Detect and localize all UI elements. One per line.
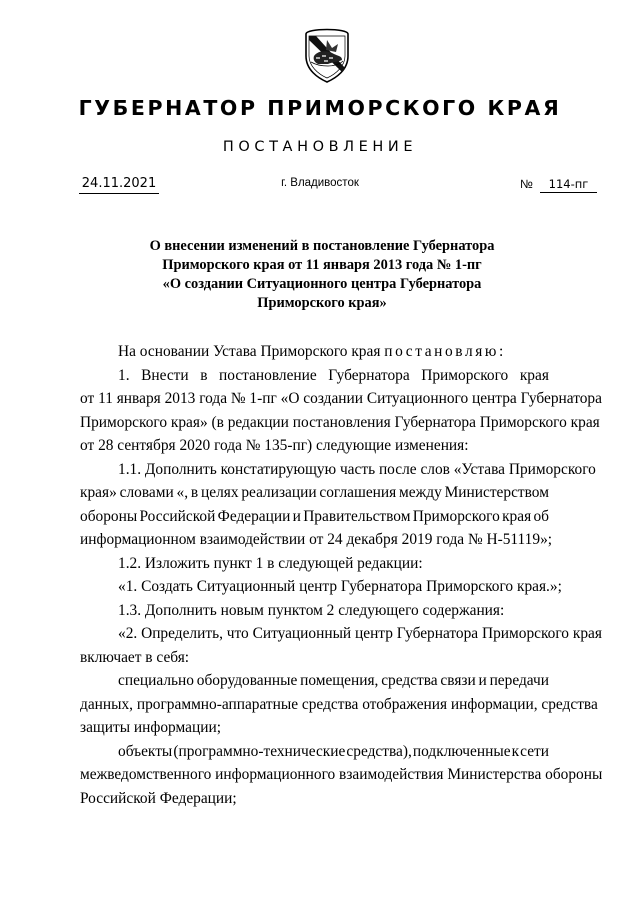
preamble-text: На основании Устава Приморского края bbox=[118, 343, 381, 360]
title-line: «О создании Ситуационного центра Губернатора bbox=[162, 276, 482, 292]
preamble-paragraph bbox=[80, 340, 549, 364]
authority-heading: ГУБЕРНАТОР ПРИМОРСКОГО КРАЯ bbox=[78, 96, 562, 120]
paragraph-1-line-1 bbox=[80, 364, 549, 388]
word: в bbox=[190, 484, 199, 501]
word: (программно-технические bbox=[173, 742, 346, 760]
item-a-line-1 bbox=[80, 669, 549, 693]
preamble-colon: : bbox=[499, 343, 504, 360]
word: Губернатора bbox=[328, 366, 410, 384]
item-a-line-2: данных, программно-аппаратные средства отображения информации, средства bbox=[80, 695, 598, 713]
word: края bbox=[519, 366, 549, 384]
document-title bbox=[120, 237, 524, 313]
word: Внести bbox=[141, 366, 189, 384]
word: соглашения bbox=[319, 484, 397, 501]
word: к bbox=[511, 742, 520, 760]
paragraph-1-line-2: от 11 января 2013 года № 1-пг «О создании Ситуационного центра Губернатора bbox=[80, 390, 602, 407]
word: реализации bbox=[241, 484, 317, 501]
item-a-line-3: защиты информации; bbox=[80, 719, 221, 736]
word: Приморского bbox=[421, 366, 509, 384]
word: объекты bbox=[118, 742, 173, 760]
paragraph-2-line-1: «2. Определить, что Ситуационный центр Губернатора Приморского края bbox=[118, 625, 602, 642]
paragraph-1-2-quote: «1. Создать Ситуационный центр Губернатора Приморского края.»; bbox=[118, 578, 562, 595]
document-body bbox=[80, 340, 603, 810]
document-number-label: № bbox=[520, 177, 533, 191]
preamble-verb: постановляю bbox=[384, 343, 500, 360]
word: передачи bbox=[489, 672, 549, 689]
word: Российской bbox=[139, 507, 216, 525]
word: специально bbox=[118, 672, 194, 689]
word: края» bbox=[80, 484, 117, 501]
item-b-line-1 bbox=[80, 740, 549, 764]
paragraph-1-1-line-4: информационном взаимодействии от 24 декабря 2019 года № Н-51119»; bbox=[80, 531, 553, 548]
word: и bbox=[292, 507, 301, 525]
title-line: О внесении изменений в постановление Губернатора bbox=[149, 238, 495, 254]
paragraph-1-line-4: от 28 сентября 2020 года № 135-пг) следующие изменения: bbox=[80, 437, 469, 454]
document-number: 114-пг bbox=[540, 177, 597, 193]
title-line: Приморского края» bbox=[257, 295, 387, 311]
word: оборудованные bbox=[196, 672, 298, 689]
paragraph-1-1-line-1: 1.1. Дополнить констатирующую часть после слов «Устава Приморского bbox=[118, 460, 596, 478]
word: края bbox=[502, 507, 532, 525]
word: между bbox=[399, 484, 442, 501]
word: Министерством bbox=[444, 484, 549, 501]
document-type: ПОСТАНОВЛЕНИЕ bbox=[222, 139, 418, 155]
word: средства bbox=[381, 672, 438, 689]
word: подключенные bbox=[412, 742, 511, 760]
document-date: 24.11.2021 bbox=[79, 176, 159, 194]
word: Приморского bbox=[412, 507, 500, 525]
word: и bbox=[478, 672, 487, 689]
word: 1. bbox=[118, 366, 130, 384]
word: словами bbox=[119, 484, 174, 501]
item-b-line-2: межведомственного информационного взаимодействия Министерства обороны bbox=[80, 766, 603, 783]
primorsky-krai-coat-of-arms-icon bbox=[302, 26, 352, 84]
word: об bbox=[533, 507, 549, 525]
word: Правительством bbox=[303, 507, 411, 525]
word: связи bbox=[440, 672, 476, 689]
word: Федерации bbox=[217, 507, 291, 525]
word: «, bbox=[176, 484, 189, 501]
word: сети bbox=[520, 742, 549, 760]
word: постановление bbox=[219, 366, 317, 384]
item-b-line-3: Российской Федерации; bbox=[80, 789, 237, 807]
word: обороны bbox=[80, 507, 138, 525]
paragraph-1-1-line-2 bbox=[80, 481, 549, 505]
word: помещения, bbox=[300, 672, 379, 689]
paragraph-2-line-2: включает в себя: bbox=[80, 648, 190, 666]
paragraph-1-3: 1.3. Дополнить новым пунктом 2 следующего содержания: bbox=[118, 601, 505, 619]
title-line: Приморского края от 11 января 2013 года № 1-пг bbox=[162, 257, 482, 273]
word: целях bbox=[201, 484, 239, 501]
paragraph-1-1-line-3 bbox=[80, 505, 549, 529]
word: средства), bbox=[346, 742, 412, 760]
document-city: г. Владивосток bbox=[281, 177, 359, 189]
paragraph-1-line-3: Приморского края» (в редакции постановления Губернатора Приморского края bbox=[80, 413, 600, 431]
paragraph-1-2: 1.2. Изложить пункт 1 в следующей редакции: bbox=[118, 554, 423, 572]
word: в bbox=[200, 366, 208, 384]
